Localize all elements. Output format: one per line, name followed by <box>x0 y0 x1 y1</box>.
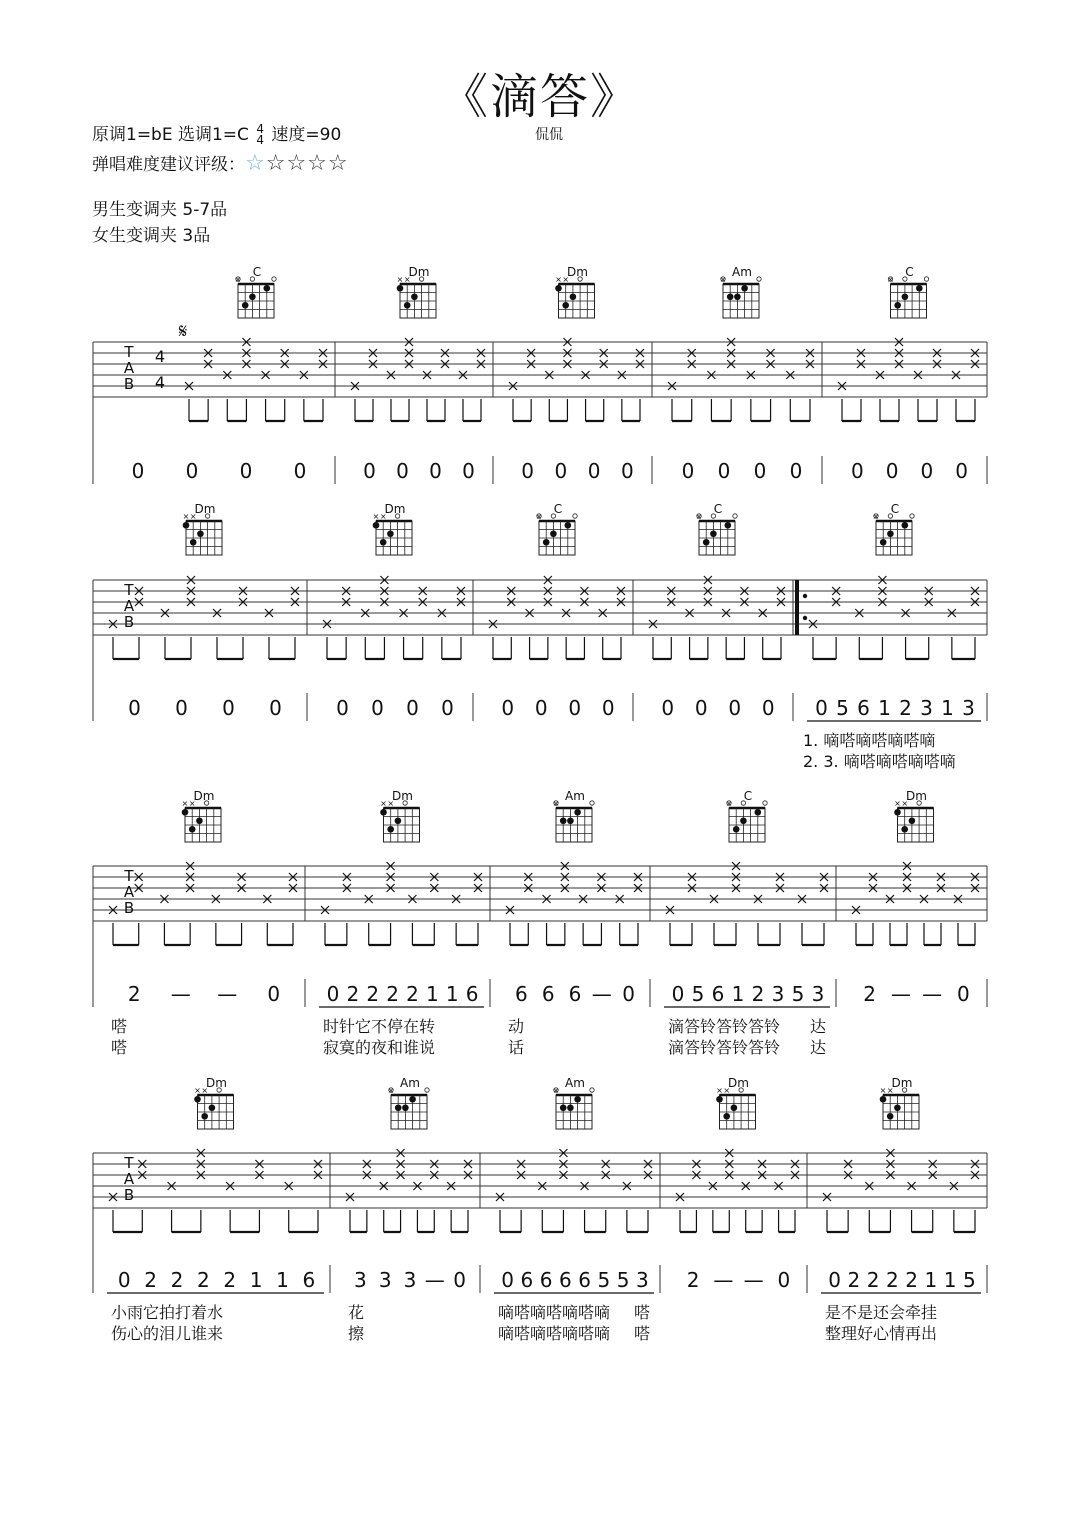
chord-name: Am <box>400 1076 420 1090</box>
finger-dot <box>411 293 418 300</box>
muted-string-mark: × <box>181 799 189 808</box>
jianpu-note: 2 <box>170 1268 184 1292</box>
muted-string-mark: × <box>886 1086 894 1095</box>
lyric-line: 嗒 <box>111 1017 128 1036</box>
chord-name: Dm <box>728 1076 749 1090</box>
time-signature: 4 4 <box>256 122 264 147</box>
finger-dot <box>543 539 550 546</box>
chord-name: C <box>252 265 262 279</box>
jianpu-note: 0 <box>587 459 601 483</box>
finger-dot <box>733 826 740 833</box>
jianpu-note: 0 <box>453 1268 466 1292</box>
tab-system <box>93 502 987 771</box>
jianpu-note: 5 <box>791 982 805 1006</box>
lyric-line: 达 <box>810 1038 827 1057</box>
finger-dot <box>880 1096 887 1103</box>
tab-system <box>93 789 987 1057</box>
jianpu-note: 0 <box>920 459 934 483</box>
jianpu-note: 3 <box>354 1268 367 1292</box>
finger-dot <box>560 817 567 824</box>
jianpu-note: 0 <box>851 459 864 483</box>
finger-dot <box>183 522 190 529</box>
lyric-line: 话 <box>508 1038 525 1057</box>
chord-name: Dm <box>392 789 413 803</box>
jianpu-note: 6 <box>520 1268 534 1292</box>
jianpu-note: 0 <box>753 459 767 483</box>
finger-dot <box>190 539 197 546</box>
jianpu-note: 5 <box>691 982 705 1006</box>
jianpu-note: 3 <box>378 1268 392 1292</box>
chord-name: C <box>890 502 900 516</box>
tab-clef-letter: A <box>123 1170 135 1188</box>
jianpu-note: 2 <box>899 696 912 720</box>
jianpu-note: 0 <box>441 696 454 720</box>
lyric-line: 嘀嗒嘀嗒嘀嗒嘀 <box>498 1303 611 1322</box>
finger-dot <box>727 293 734 300</box>
finger-dot <box>402 1104 409 1111</box>
jianpu-note: 0 <box>269 696 282 720</box>
muted-string-mark: × <box>372 512 380 521</box>
chord-name: Dm <box>567 265 588 279</box>
lyric-line: 整理好心情再出 <box>825 1324 938 1343</box>
jianpu-note: 0 <box>371 696 384 720</box>
open-string-mark <box>924 277 928 281</box>
jianpu-note: — <box>424 1268 445 1292</box>
jianpu-note: 0 <box>128 696 141 720</box>
jianpu-note: 0 <box>326 982 340 1006</box>
finger-dot <box>574 1096 581 1103</box>
finger-dot <box>716 1096 723 1103</box>
jianpu-note: — <box>890 982 911 1006</box>
chord-name: C <box>905 265 914 279</box>
finger-dot <box>387 530 394 537</box>
open-string-mark <box>757 277 761 281</box>
jianpu-note: 6 <box>711 982 725 1006</box>
muted-string-mark: × <box>234 275 242 284</box>
muted-string-mark: × <box>716 1086 723 1095</box>
finger-dot <box>387 826 394 833</box>
muted-string-mark: × <box>552 1086 560 1095</box>
repeat-dot <box>803 616 807 620</box>
chord-name: C <box>553 502 563 516</box>
lyric-line: 小雨它拍打着水 <box>111 1303 224 1322</box>
jianpu-note: 0 <box>621 459 634 483</box>
jianpu-note: 0 <box>661 696 675 720</box>
jianpu-note: 2 <box>863 982 876 1006</box>
finger-dot <box>723 1113 730 1120</box>
jianpu-note: 5 <box>963 1268 976 1292</box>
jianpu-note: 2 <box>127 982 141 1006</box>
jianpu-note: 2 <box>847 1268 861 1292</box>
jianpu-note: — <box>743 1268 764 1292</box>
tab-system <box>93 1076 987 1343</box>
jianpu-note: 0 <box>185 459 199 483</box>
capo-male: 男生变调夹 5-7品 <box>92 200 228 220</box>
jianpu-note: 1 <box>249 1268 263 1292</box>
finger-dot <box>901 826 908 833</box>
jianpu-note: 0 <box>429 459 442 483</box>
finger-dot <box>902 522 909 529</box>
jianpu-note: 0 <box>267 982 281 1006</box>
finger-dot <box>182 809 189 816</box>
finger-dot <box>740 817 747 824</box>
finger-dot <box>197 530 204 537</box>
jianpu-note: 3 <box>811 982 825 1006</box>
jianpu-note: 0 <box>521 459 534 483</box>
jianpu-note: 1 <box>276 1268 289 1292</box>
jianpu-note: 6 <box>515 982 528 1006</box>
muted-string-mark: × <box>872 512 880 521</box>
muted-string-mark: × <box>562 275 570 284</box>
jianpu-note: 6 <box>568 982 582 1006</box>
finger-dot <box>741 285 748 292</box>
jianpu-note: 1 <box>731 982 745 1006</box>
lyric-line: 动 <box>508 1017 525 1036</box>
tab-clef-letter: T <box>124 581 134 599</box>
tab-clef-letter: B <box>123 1186 135 1204</box>
tab-clef-letter: B <box>123 375 135 393</box>
tab-clef-letter: B <box>123 613 135 631</box>
difficulty-label: 弹唱难度建议评级： <box>92 155 245 175</box>
jianpu-note: 0 <box>336 696 349 720</box>
finger-dot <box>565 522 572 529</box>
finger-dot <box>734 293 741 300</box>
lyric-line: 2. 3. 嘀嗒嘀嗒嘀嗒嘀 <box>803 752 956 771</box>
jianpu-note: 0 <box>131 459 145 483</box>
finger-dot <box>894 302 901 309</box>
jianpu-note: 0 <box>815 696 828 720</box>
jianpu-note: 0 <box>501 696 515 720</box>
jianpu-note: 0 <box>671 982 685 1006</box>
tab-clef-letter: A <box>123 359 135 377</box>
tab-clef-letter: B <box>123 899 135 917</box>
jianpu-note: 6 <box>541 982 555 1006</box>
jianpu-note: 2 <box>144 1268 157 1292</box>
muted-string-mark: × <box>380 799 387 808</box>
artist-name: 侃侃 <box>535 127 563 143</box>
jianpu-note: — <box>591 982 612 1006</box>
finger-dot <box>373 522 380 529</box>
jianpu-note: 1 <box>445 982 459 1006</box>
jianpu-note: 2 <box>905 1268 918 1292</box>
chord-name: C <box>713 502 723 516</box>
jianpu-note: — <box>217 982 238 1006</box>
jianpu-note: 2 <box>196 1268 210 1292</box>
jianpu-note: 0 <box>462 459 475 483</box>
lyric-line: 擦 <box>348 1324 365 1343</box>
lyric-line: 是不是还会牵挂 <box>825 1303 938 1322</box>
muted-string-mark: × <box>194 1086 201 1095</box>
jianpu-note: 0 <box>117 1268 131 1292</box>
tempo: 速度=90 <box>271 125 342 145</box>
finger-dot <box>755 809 762 816</box>
jianpu-note: 1 <box>878 696 891 720</box>
muted-string-mark: × <box>552 799 560 808</box>
finger-dot <box>194 1096 201 1103</box>
chord-name: Dm <box>891 1076 913 1090</box>
finger-dot <box>189 826 196 833</box>
tab-clef-letter: T <box>124 343 134 361</box>
chord-name: Dm <box>408 265 430 279</box>
jianpu-note: 0 <box>406 696 419 720</box>
key-info: 原调1=bE 选调1=C <box>92 125 249 145</box>
jianpu-note: 0 <box>681 459 695 483</box>
jianpu-note: 2 <box>886 1268 899 1292</box>
finger-dot <box>894 809 901 816</box>
tab-clef-letter: T <box>124 867 134 885</box>
jianpu-note: 0 <box>501 1268 514 1292</box>
muted-string-mark: × <box>403 275 411 284</box>
chord-name: Dm <box>206 1076 227 1090</box>
lyric-line: 伤心的泪儿谁来 <box>111 1324 224 1343</box>
chord-name: C <box>743 789 753 803</box>
finger-dot <box>550 530 557 537</box>
tab-system <box>93 265 987 484</box>
jianpu-note: 2 <box>366 982 380 1006</box>
finger-dot <box>404 302 411 309</box>
jianpu-note: 3 <box>636 1268 649 1292</box>
muted-string-mark: × <box>387 1086 395 1095</box>
jianpu-note: 0 <box>396 459 409 483</box>
jianpu-note: 2 <box>386 982 399 1006</box>
finger-dot <box>249 293 256 300</box>
song-title: 《滴答》 <box>439 69 640 125</box>
tab-clef-letter: A <box>123 597 135 615</box>
lyric-line: 达 <box>810 1017 827 1036</box>
muted-string-mark: × <box>894 799 901 808</box>
muted-string-mark: × <box>182 512 190 521</box>
chord-name: Am <box>565 1076 585 1090</box>
jianpu-note: 6 <box>539 1268 553 1292</box>
jianpu-note: 0 <box>957 982 970 1006</box>
finger-dot <box>567 817 574 824</box>
jianpu-note: — <box>713 1268 734 1292</box>
jianpu-note: 0 <box>777 1268 791 1292</box>
jianpu-note: 6 <box>559 1268 572 1292</box>
finger-dot <box>567 1104 574 1111</box>
jianpu-note: 0 <box>554 459 568 483</box>
jianpu-note: 3 <box>962 696 975 720</box>
finger-dot <box>894 1104 901 1111</box>
jianpu-note: 0 <box>728 696 742 720</box>
jianpu-note: 0 <box>694 696 708 720</box>
empty-stars-icon: ☆☆☆☆ <box>265 151 349 176</box>
jianpu-note: 2 <box>866 1268 880 1292</box>
jianpu-note: 0 <box>622 982 635 1006</box>
jianpu-note: 0 <box>363 459 376 483</box>
chord-name: Am <box>565 789 585 803</box>
finger-dot <box>242 302 249 309</box>
lyric-line: 嗒 <box>634 1324 651 1343</box>
muted-string-mark: × <box>189 512 197 521</box>
finger-dot <box>710 530 717 537</box>
chord-name: Dm <box>193 789 215 803</box>
finger-dot <box>555 285 562 292</box>
finger-dot <box>725 522 732 529</box>
jianpu-note: 0 <box>885 459 899 483</box>
jianpu-note: 0 <box>293 459 307 483</box>
muted-string-mark: × <box>723 1086 731 1095</box>
finger-dot <box>887 530 894 537</box>
jianpu-note: 1 <box>941 696 954 720</box>
jianpu-note: 0 <box>239 459 253 483</box>
tab-clef-letter: A <box>123 883 135 901</box>
lyric-line: 1. 嘀嗒嘀嗒嘀嗒嘀 <box>803 731 936 750</box>
jianpu-note: 5 <box>836 696 849 720</box>
muted-string-mark: × <box>201 1086 209 1095</box>
capo-female: 女生变调夹 3品 <box>92 226 211 246</box>
jianpu-note: 0 <box>789 459 803 483</box>
muted-string-mark: × <box>695 512 703 521</box>
chord-name: Am <box>732 265 752 279</box>
lyric-line: 嘀嗒嘀嗒嘀嗒嘀 <box>498 1324 611 1343</box>
muted-string-mark: × <box>901 799 909 808</box>
finger-dot <box>560 1104 567 1111</box>
segno-icon: 𝄋 <box>178 319 188 343</box>
jianpu-note: 0 <box>828 1268 841 1292</box>
lyric-line: 时针它不停在转 <box>323 1017 436 1036</box>
finger-dot <box>909 817 916 824</box>
jianpu-note: 0 <box>534 696 548 720</box>
open-string-mark <box>763 801 767 805</box>
jianpu-note: 6 <box>465 982 479 1006</box>
open-string-mark <box>272 277 276 281</box>
chord-name: Dm <box>194 502 216 516</box>
finger-dot <box>209 1104 216 1111</box>
jianpu-note: 0 <box>175 696 188 720</box>
open-string-mark <box>910 514 914 518</box>
jianpu-note: 2 <box>406 982 419 1006</box>
muted-string-mark: × <box>555 275 562 284</box>
jianpu-note: — <box>170 982 191 1006</box>
open-string-mark <box>425 1088 429 1092</box>
jianpu-note: 6 <box>578 1268 591 1292</box>
finger-dot <box>570 293 577 300</box>
chord-name: Dm <box>384 502 406 516</box>
finger-dot <box>397 285 404 292</box>
muted-string-mark: × <box>396 275 404 284</box>
jianpu-note: 0 <box>761 696 775 720</box>
finger-dot <box>395 817 402 824</box>
muted-string-mark: × <box>387 799 395 808</box>
finger-dot <box>916 285 923 292</box>
finger-dot <box>395 1104 402 1111</box>
lyric-line: 滴答铃答铃答铃 <box>668 1038 781 1057</box>
repeat-dot <box>803 594 807 598</box>
jianpu-note: — <box>922 982 943 1006</box>
muted-string-mark: × <box>725 799 733 808</box>
filled-star-icon: ☆ <box>245 151 266 176</box>
jianpu-note: 2 <box>686 1268 700 1292</box>
finger-dot <box>731 1104 738 1111</box>
muted-string-mark: × <box>879 1086 887 1095</box>
lyric-line: 嗒 <box>634 1303 651 1322</box>
jianpu-note: 0 <box>717 459 731 483</box>
finger-dot <box>902 293 909 300</box>
lyric-line: 寂寞的夜和谁说 <box>323 1038 436 1057</box>
jianpu-note: 2 <box>223 1268 237 1292</box>
jianpu-note: 1 <box>425 982 439 1006</box>
jianpu-note: 2 <box>751 982 765 1006</box>
jianpu-note: 0 <box>601 696 615 720</box>
finger-dot <box>264 285 271 292</box>
muted-string-mark: × <box>188 799 196 808</box>
jianpu-note: 1 <box>924 1268 938 1292</box>
open-string-mark <box>733 514 737 518</box>
jianpu-note: 0 <box>955 459 968 483</box>
muted-string-mark: × <box>535 512 543 521</box>
muted-string-mark: × <box>379 512 387 521</box>
finger-dot <box>380 809 387 816</box>
tab-time-sig-top: 4 <box>154 347 166 366</box>
jianpu-note: 6 <box>302 1268 316 1292</box>
lyric-line: 滴答铃答铃答铃 <box>668 1017 781 1036</box>
finger-dot <box>574 809 581 816</box>
jianpu-note: 5 <box>597 1268 611 1292</box>
jianpu-note: 3 <box>920 696 933 720</box>
muted-string-mark: × <box>887 275 894 284</box>
chord-name: Dm <box>906 789 927 803</box>
tab-time-sig-bottom: 4 <box>154 373 166 392</box>
jianpu-note: 3 <box>771 982 785 1006</box>
finger-dot <box>201 1113 208 1120</box>
lyric-line: 嗒 <box>111 1038 128 1057</box>
lyric-line: 花 <box>348 1303 365 1322</box>
jianpu-note: 0 <box>568 696 582 720</box>
jianpu-note: 5 <box>616 1268 630 1292</box>
tab-clef-letter: T <box>124 1154 134 1172</box>
jianpu-note: 0 <box>222 696 235 720</box>
finger-dot <box>196 817 203 824</box>
muted-string-mark: × <box>719 275 727 284</box>
jianpu-note: 2 <box>346 982 360 1006</box>
finger-dot <box>562 302 569 309</box>
jianpu-note: 1 <box>943 1268 957 1292</box>
finger-dot <box>887 1113 894 1120</box>
finger-dot <box>703 539 710 546</box>
finger-dot <box>409 1096 416 1103</box>
finger-dot <box>380 539 387 546</box>
jianpu-note: 6 <box>857 696 870 720</box>
open-string-mark <box>590 801 594 805</box>
open-string-mark <box>590 1088 594 1092</box>
jianpu-note: 3 <box>403 1268 417 1292</box>
finger-dot <box>880 539 887 546</box>
open-string-mark <box>573 514 577 518</box>
